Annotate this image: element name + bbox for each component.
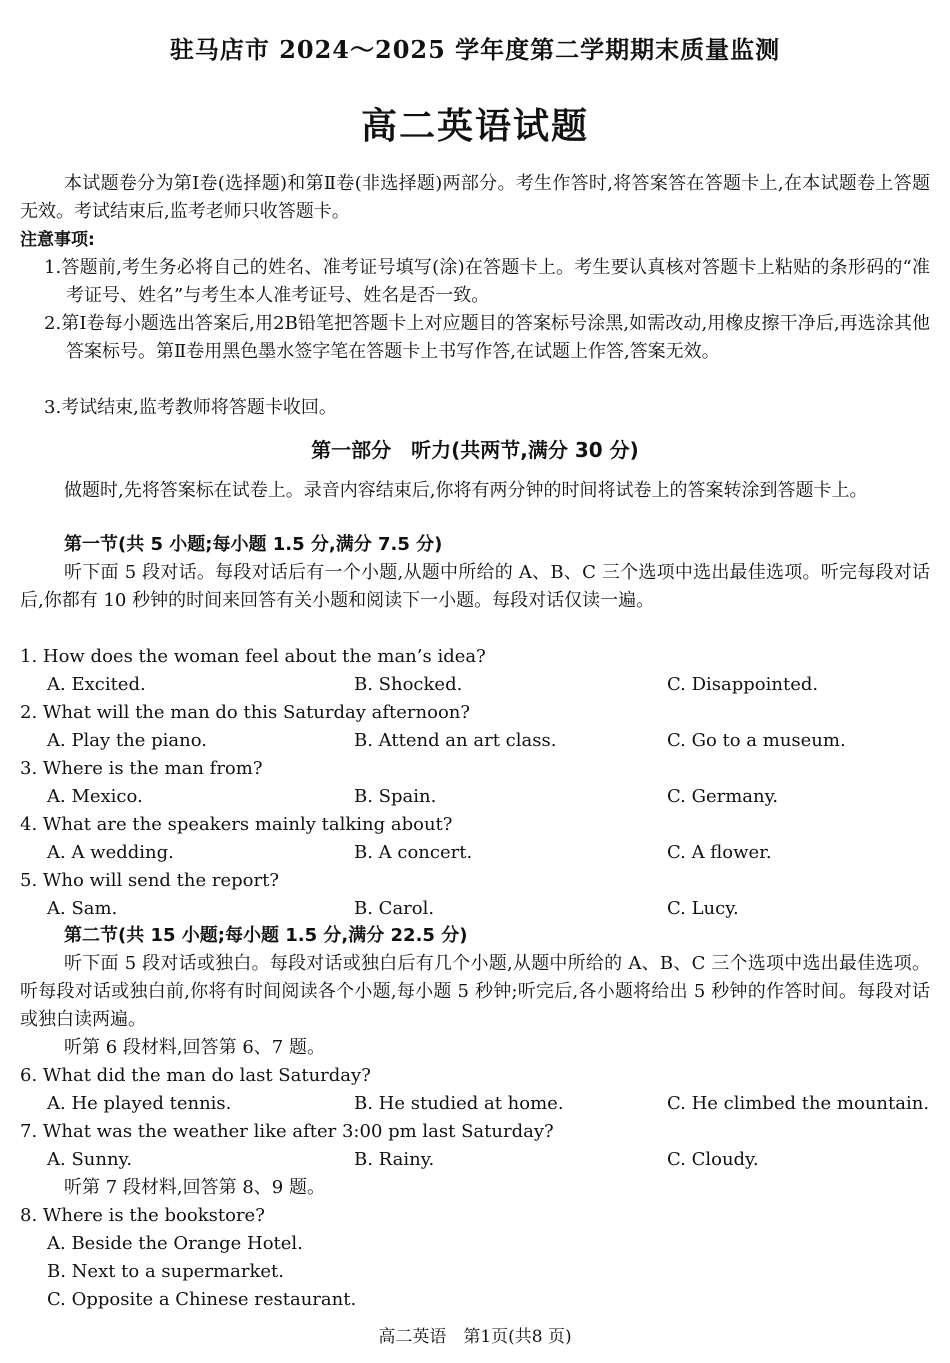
question-6: 6. What did the man do last Saturday? [20,1065,371,1086]
option-4c: C. A flower. [667,842,772,863]
option-4b: B. A concert. [354,842,473,863]
notice-text-3: 3.考试结束,监考教师将答题卡收回。 [44,397,337,418]
option-1b: B. Shocked. [354,674,463,695]
section1-title: 第一节(共 5 小题;每小题 1.5 分,满分 7.5 分) [64,534,443,555]
option-2c: C. Go to a museum. [667,730,846,751]
option-8a: A. Beside the Orange Hotel. [47,1233,303,1254]
option-4a: A. A wedding. [47,842,174,863]
option-7a: A. Sunny. [47,1149,133,1170]
option-3c: C. Germany. [667,786,779,807]
material-6-note: 听第 6 段材料,回答第 6、7 题。 [64,1037,325,1058]
option-7c: C. Cloudy. [667,1149,759,1170]
notice-label: 注意事项: [20,230,95,250]
notice-item-3 [44,394,930,422]
notice-text-2: 2.第Ⅰ卷每小题选出答案后,用2B铅笔把答题卡上对应题目的答案标号涂黑,如需改动,用橡皮擦干净后,再选涂其他答案标号。第Ⅱ卷用黑色墨水签字笔在答题卡上书写作答,在试题上作答,答案无效。 [44,313,930,362]
notice-item-2 [44,310,930,366]
intro-paragraph: 本试题卷分为第Ⅰ卷(选择题)和第Ⅱ卷(非选择题)两部分。考生作答时,将答案答在答题卡上,在本试题卷上答题无效。考试结束后,监考老师只收答题卡。 [20,173,930,222]
option-7b: B. Rainy. [354,1149,435,1170]
question-8: 8. Where is the bookstore? [20,1205,265,1226]
option-3a: A. Mexico. [47,786,143,807]
question-2: 2. What will the man do this Saturday afternoon? [20,702,471,723]
option-6b: B. He studied at home. [354,1093,564,1114]
section2-title: 第二节(共 15 小题;每小题 1.5 分,满分 22.5 分) [64,925,468,946]
option-2a: A. Play the piano. [47,730,207,751]
question-1: 1. How does the woman feel about the man’s idea? [20,646,486,667]
option-1c: C. Disappointed. [667,674,819,695]
option-5a: A. Sam. [47,898,118,919]
section2-instruction: 听下面 5 段对话或独白。每段对话或独白后有几个小题,从题中所给的 A、B、C 三个选项中选出最佳选项。听每段对话或独白前,你将有时间阅读各个小题,每小题 5 秒钟;听完后,各小题将给出 5 秒钟的作答时间。每段对话或独白读两遍。 [20,953,930,1030]
option-8b: B. Next to a supermarket. [47,1261,284,1282]
section1-instruction: 听下面 5 段对话。每段对话后有一个小题,从题中所给的 A、B、C 三个选项中选出最佳选项。听完每段对话后,你都有 10 秒钟的时间来回答有关小题和阅读下一小题。每段对话仅读一遍。 [20,562,930,611]
page-footer: 高二英语 第1页(共8 页) [378,1327,572,1347]
exam-title: 高二英语试题 [360,105,589,147]
option-2b: B. Attend an art class. [354,730,557,751]
option-8c: C. Opposite a Chinese restaurant. [47,1289,357,1310]
question-5: 5. Who will send the report? [20,870,279,891]
part1-title: 第一部分 听力(共两节,满分 30 分) [311,438,639,462]
question-4: 4. What are the speakers mainly talking about? [20,814,453,835]
material-7-note: 听第 7 段材料,回答第 8、9 题。 [64,1177,325,1198]
option-6a: A. He played tennis. [47,1093,232,1114]
option-6c: C. He climbed the mountain. [667,1093,930,1114]
notice-item-1 [44,254,930,310]
question-7: 7. What was the weather like after 3:00 pm last Saturday? [20,1121,554,1142]
option-5b: B. Carol. [354,898,435,919]
option-1a: A. Excited. [47,674,146,695]
option-5c: C. Lucy. [667,898,739,919]
part1-instruction: 做题时,先将答案标在试卷上。录音内容结束后,你将有两分钟的时间将试卷上的答案转涂到答题卡上。 [64,480,868,501]
question-3: 3. Where is the man from? [20,758,263,779]
option-3b: B. Spain. [354,786,437,807]
exam-header: 驻马店市 2024～2025 学年度第二学期期末质量监测 [169,35,781,64]
notice-text-1: 1.答题前,考生务必将自己的姓名、准考证号填写(涂)在答题卡上。考生要认真核对答题卡上粘贴的条形码的“准考证号、姓名”与考生本人准考证号、姓名是否一致。 [44,257,930,306]
